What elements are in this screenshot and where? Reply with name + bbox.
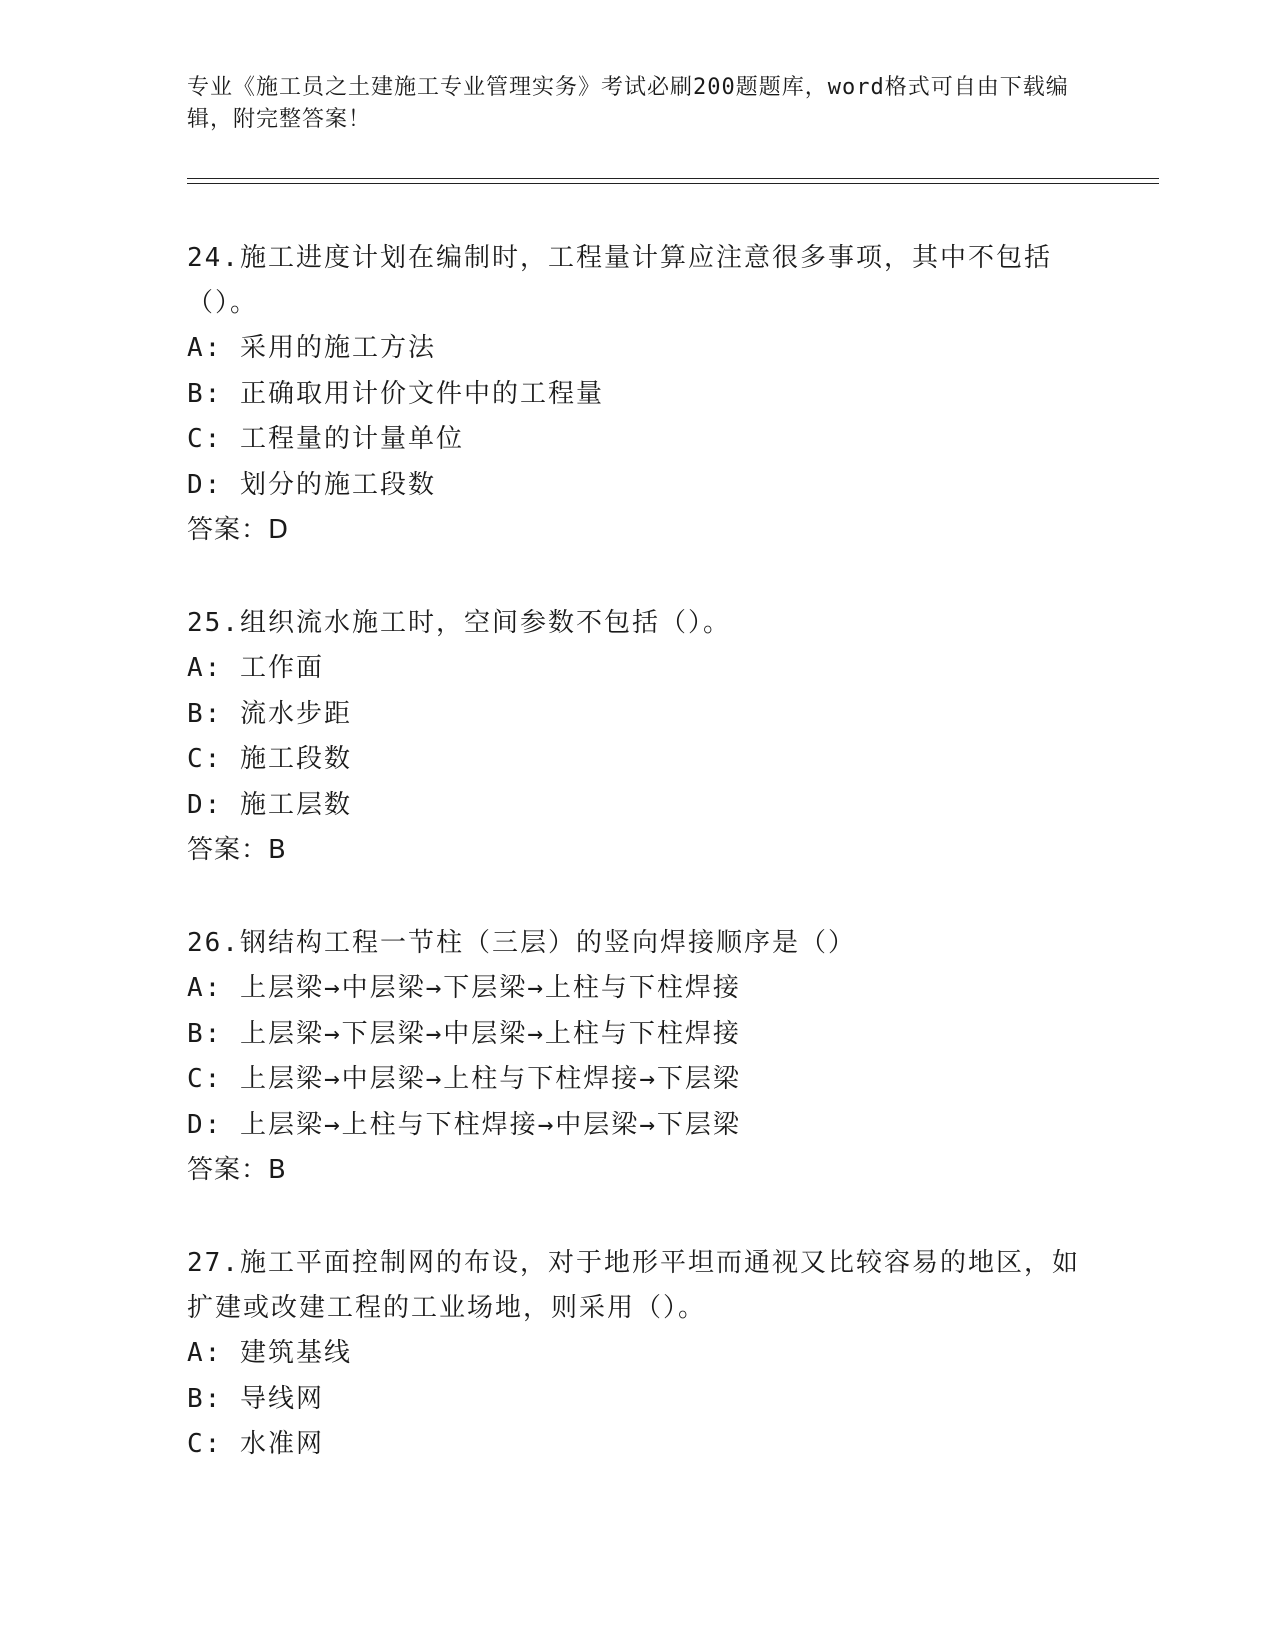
option-a: A: 上层梁→中层梁→下层梁→上柱与下柱焊接 xyxy=(187,973,741,1003)
option-b: B: 导线网 xyxy=(187,1383,324,1414)
question-stem: 27.施工平面控制网的布设，对于地形平坦而通视又比较容易的地区，如扩建或改建工程的工业场地，则采用（）。 xyxy=(187,1248,1080,1323)
option-b: B: 流水步距 xyxy=(187,698,352,729)
question-list xyxy=(187,236,1087,1516)
option-c: C: 工程量的计量单位 xyxy=(187,424,464,454)
question-26 xyxy=(187,921,1087,1193)
option-c: C: 水准网 xyxy=(187,1429,324,1459)
page-header-text: 专业《施工员之土建施工专业管理实务》考试必刷200题题库，word格式可自由下载编辑，附完整答案！ xyxy=(187,75,1069,132)
option-d: D: 施工层数 xyxy=(187,789,352,820)
option-c: C: 施工段数 xyxy=(187,744,352,774)
header-divider-bottom xyxy=(187,183,1159,184)
option-a: A: 采用的施工方法 xyxy=(187,333,436,363)
question-27 xyxy=(187,1241,1087,1468)
option-b: B: 正确取用计价文件中的工程量 xyxy=(187,378,604,409)
option-b: B: 上层梁→下层梁→中层梁→上柱与下柱焊接 xyxy=(187,1018,741,1049)
question-stem: 24.施工进度计划在编制时，工程量计算应注意很多事项，其中不包括（）。 xyxy=(187,243,1052,318)
question-25 xyxy=(187,601,1087,873)
question-stem: 25.组织流水施工时，空间参数不包括（）。 xyxy=(187,608,731,638)
answer-line: 答案：D xyxy=(187,515,290,545)
option-c: C: 上层梁→中层梁→上柱与下柱焊接→下层梁 xyxy=(187,1064,741,1094)
header-divider-top xyxy=(187,178,1159,179)
answer-line: 答案：B xyxy=(187,835,287,865)
question-24 xyxy=(187,236,1087,553)
option-d: D: 划分的施工段数 xyxy=(187,469,436,500)
option-a: A: 建筑基线 xyxy=(187,1338,352,1368)
option-a: A: 工作面 xyxy=(187,653,324,683)
question-stem: 26.钢结构工程一节柱（三层）的竖向焊接顺序是（） xyxy=(187,928,856,958)
option-d: D: 上层梁→上柱与下柱焊接→中层梁→下层梁 xyxy=(187,1109,741,1140)
answer-line: 答案：B xyxy=(187,1155,287,1185)
